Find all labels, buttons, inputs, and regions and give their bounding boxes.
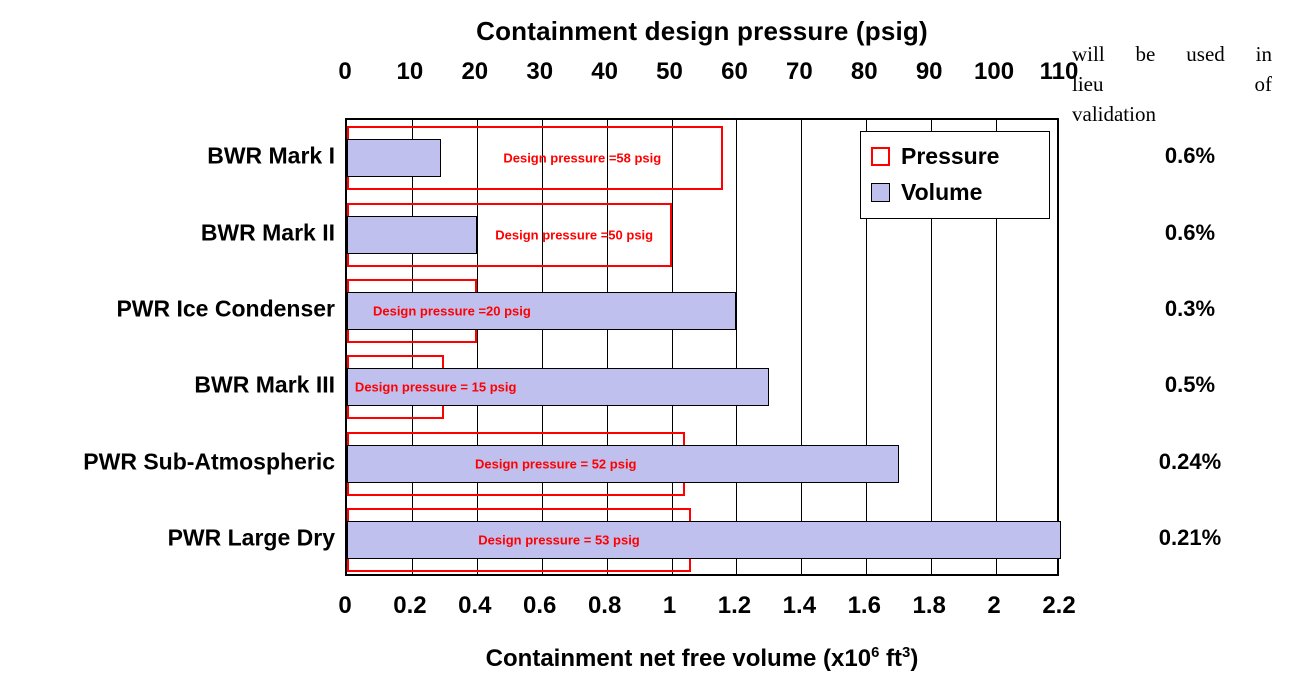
bottom-axis-tick: 0.2 [393,592,427,619]
category-label: PWR Ice Condenser [116,295,335,322]
top-axis-tick: 10 [396,58,424,85]
bottom-axis-tick: 1.6 [847,592,881,619]
top-axis-tick: 90 [915,58,943,85]
right-percentage-value: 0.3% [1164,295,1216,321]
design-pressure-annotation: Design pressure = 52 psig [475,456,637,471]
top-axis-tick: 100 [974,58,1015,85]
bottom-axis-tick: 0 [338,592,352,619]
design-pressure-annotation: Design pressure = 53 psig [478,532,640,548]
top-axis-tick: 70 [786,58,813,85]
stray-line-1: will be used in [1072,42,1272,66]
right-percentage-value: 0.6% [1164,143,1216,169]
chart-legend [860,131,1050,219]
category-label: BWR Mark II [200,219,335,245]
category-label: BWR Mark III [194,371,335,398]
top-axis-tick: 110 [1039,58,1079,85]
legend-label-volume: Volume [901,178,983,205]
top-axis-tick: 80 [850,58,878,85]
bottom-axis-ticks [0,592,1295,620]
bottom-axis-tick: 0.6 [523,592,557,619]
category-label: BWR Mark I [207,142,335,169]
bottom-axis-tick: 0.4 [458,592,492,619]
volume-bar [347,139,441,177]
volume-bar [347,216,477,254]
chart-top-title: Containment design pressure (psig) [476,16,928,46]
category-label: PWR Sub-Atmospheric [83,448,335,474]
bottom-axis-tick: 2.2 [1042,592,1076,619]
right-percentage-value: 0.21% [1158,524,1222,550]
right-percentage-value: 0.5% [1164,372,1216,398]
legend-item-volume [871,174,1039,210]
stray-line-2-right: of [1254,71,1272,96]
top-axis-tick: 20 [461,58,489,85]
design-pressure-annotation: Design pressure =50 psig [495,227,654,242]
bottom-title-text: Containment net free volume ($x10^6$ $ft^3$) [485,645,919,672]
bottom-axis-tick: 1.4 [782,592,817,619]
top-axis-tick: 40 [591,58,618,85]
bottom-axis-tick: 1 [662,592,677,619]
gridline [736,120,737,574]
stray-document-text [1072,40,1272,122]
pressure-swatch-icon [871,147,890,166]
right-percentage-value: 0.24% [1158,448,1222,474]
design-pressure-annotation: Design pressure = 15 psig [354,379,517,395]
right-percentage-value: 0.6% [1164,219,1216,245]
stray-line-3: validation [1072,101,1156,122]
chart-bottom-title [345,645,1059,673]
bottom-axis-tick: 1.2 [717,592,752,619]
top-axis-tick: 60 [721,58,748,85]
bottom-axis-tick: 0.8 [587,592,622,619]
category-label: PWR Large Dry [167,524,335,551]
legend-item-pressure [871,138,1039,174]
top-axis-tick: 50 [656,58,683,85]
top-axis-tick: 0 [338,58,352,85]
legend-label-pressure: Pressure [901,142,1000,169]
top-axis-tick: 30 [526,58,554,85]
gridline [801,120,802,574]
bottom-axis-tick: 2 [987,592,1001,619]
bottom-axis-tick: 1.8 [912,592,946,619]
stray-line-2-left: lieu [1072,71,1104,96]
design-pressure-annotation: Design pressure =20 psig [372,303,531,319]
design-pressure-annotation: Design pressure =58 psig [503,150,662,166]
volume-swatch-icon [871,183,890,202]
volume-bar [347,521,1061,559]
